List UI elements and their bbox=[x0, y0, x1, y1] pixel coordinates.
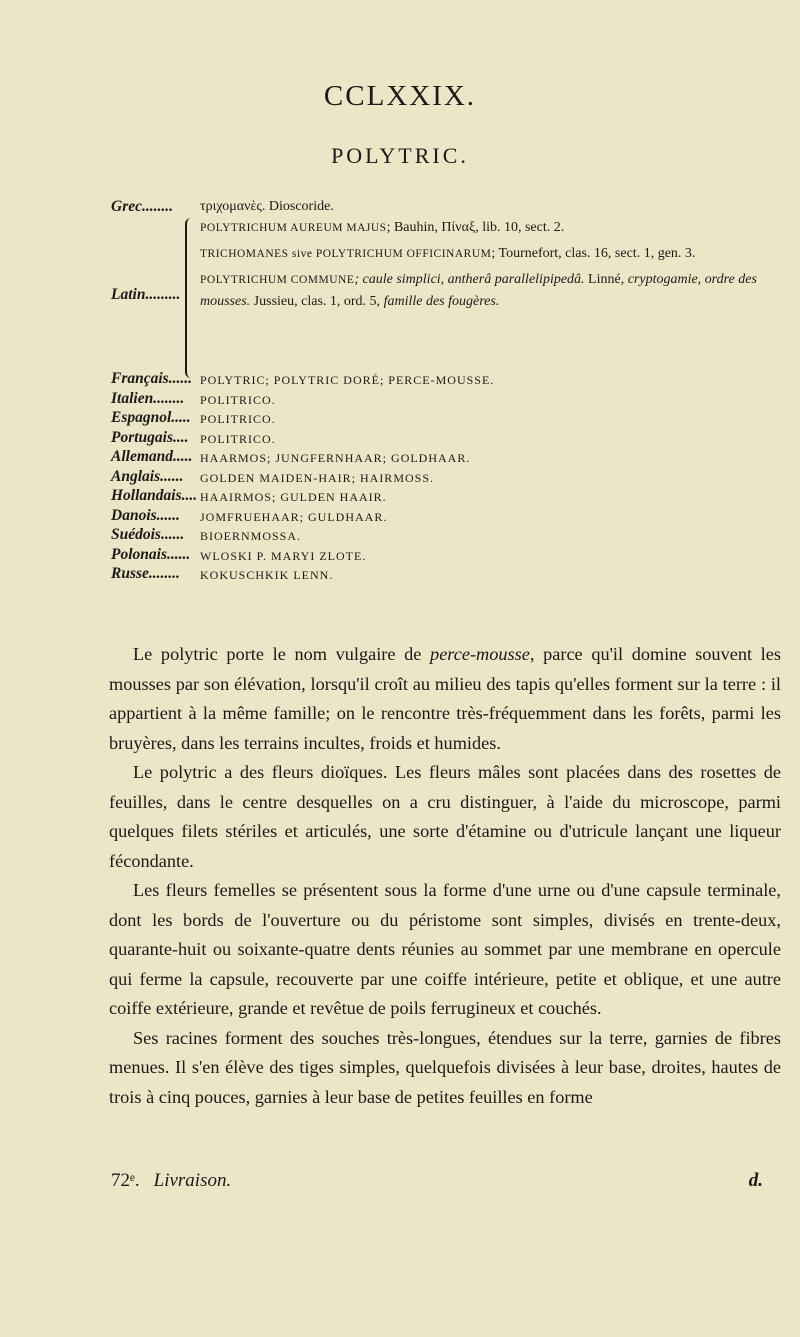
latin-line: POLYTRICHUM AUREUM MAJUS; Bauhin, Πίναξ, lib. 10, sect. 2. bbox=[200, 220, 565, 235]
lang-label: Suédois...... bbox=[111, 526, 185, 543]
livraison-number: 72ᵉ. bbox=[111, 1170, 140, 1191]
lang-label-latin: Latin......... bbox=[111, 286, 181, 303]
lang-label: Français...... bbox=[111, 370, 192, 387]
signature-mark: d. bbox=[748, 1170, 763, 1191]
lang-label: Hollandais.... bbox=[111, 487, 198, 504]
lang-label: Espagnol..... bbox=[111, 409, 191, 426]
paragraph: Le polytric a des fleurs dioïques. Les fleurs mâles sont placées dans des rosettes de feuilles, dans le centre desquelles on a cru distinguer, à l'aide du microscope, parmi quelques filets stériles et articulés, une sorte d'étamine ou d'utricule lançant une liqueur fécondante. bbox=[109, 762, 781, 871]
body-text bbox=[109, 640, 781, 1112]
lang-label-grec: Grec........ bbox=[111, 198, 173, 215]
lang-value: GOLDEN MAIDEN-HAIR; HAIRMOSS. bbox=[200, 470, 434, 485]
lang-value: JOMFRUEHAAR; GULDHAAR. bbox=[200, 509, 388, 524]
paragraph: Le polytric porte le nom vulgaire de perce-mousse, parce qu'il domine souvent les mousses par son élévation, lorsqu'il croît au milieu des tapis qu'elles forment sur la terre : il appartient à la même famille; on le rencontre très-fréquemment dans les forêts, parmi les bruyères, dans les terrains incultes, froids et humides. bbox=[109, 644, 781, 753]
latin-brace bbox=[185, 218, 197, 378]
paragraph: Ses racines forment des souches très-longues, étendues sur la terre, garnies de fibres menues. Il s'en élève des tiges simples, quelquefois divisées à leur base, droites, hautes de trois à cinq pouces, garnies à leur base de petites feuilles en forme bbox=[109, 1027, 781, 1107]
lang-value: POLITRICO. bbox=[200, 431, 276, 446]
lang-label: Russe........ bbox=[111, 565, 180, 582]
lang-value: POLYTRIC; POLYTRIC DORÉ; PERCE-MOUSSE. bbox=[200, 373, 495, 387]
lang-value: POLITRICO. bbox=[200, 392, 276, 407]
latin-line: TRICHOMANES sive POLYTRICHUM OFFICINARUM; Tournefort, clas. 16, sect. 1, gen. 3. bbox=[200, 246, 696, 261]
page-footer bbox=[111, 1170, 781, 1192]
lang-value: WLOSKI P. MARYI ZLOTE. bbox=[200, 548, 367, 563]
lang-label: Polonais...... bbox=[111, 545, 191, 563]
lang-value: HAARMOS; JUNGFERNHAAR; GOLDHAAR. bbox=[200, 451, 471, 465]
lang-value: BIOERNMOSSA. bbox=[200, 529, 302, 543]
lang-label: Danois...... bbox=[111, 506, 180, 524]
lang-label: Anglais...... bbox=[111, 467, 184, 485]
lang-value: POLITRICO. bbox=[200, 412, 276, 426]
plate-number: CCLXXIX. bbox=[323, 80, 477, 112]
page-title: POLYTRIC. bbox=[331, 143, 469, 168]
livraison-label: Livraison. bbox=[153, 1170, 232, 1191]
lang-label: Allemand..... bbox=[111, 448, 193, 465]
lang-label: Portugais.... bbox=[111, 428, 189, 446]
lang-value: KOKUSCHKIK LENN. bbox=[200, 568, 334, 582]
latin-names bbox=[200, 217, 780, 312]
latin-line: POLYTRICHUM COMMUNE; caule simplici, antherâ parallelipipedâ. Linné, cryptogamie, ordre des mousses. Jussieu, clas. 1, ord. 5, famille des fougères. bbox=[200, 272, 757, 309]
paragraph: Les fleurs femelles se présentent sous la forme d'une urne ou d'une capsule terminale, dont les bords de l'ouverture ou du péristome sont simples, divisés en trente-deux, quarante-huit ou soixante-quatre dents réunies au sommet par une membrane en opercule qui ferme la capsule, recouverte par une coiffe intérieure, petite et oblique, et une autre coiffe extérieure, grande et revêtue de poils ferrugineux et couchés. bbox=[109, 880, 781, 1018]
lang-value-grec: τριχομανὲς. Dioscoride. bbox=[200, 199, 334, 214]
lang-value: HAAIRMOS; GULDEN HAAIR. bbox=[200, 490, 387, 504]
lang-label: Italien........ bbox=[111, 389, 185, 407]
